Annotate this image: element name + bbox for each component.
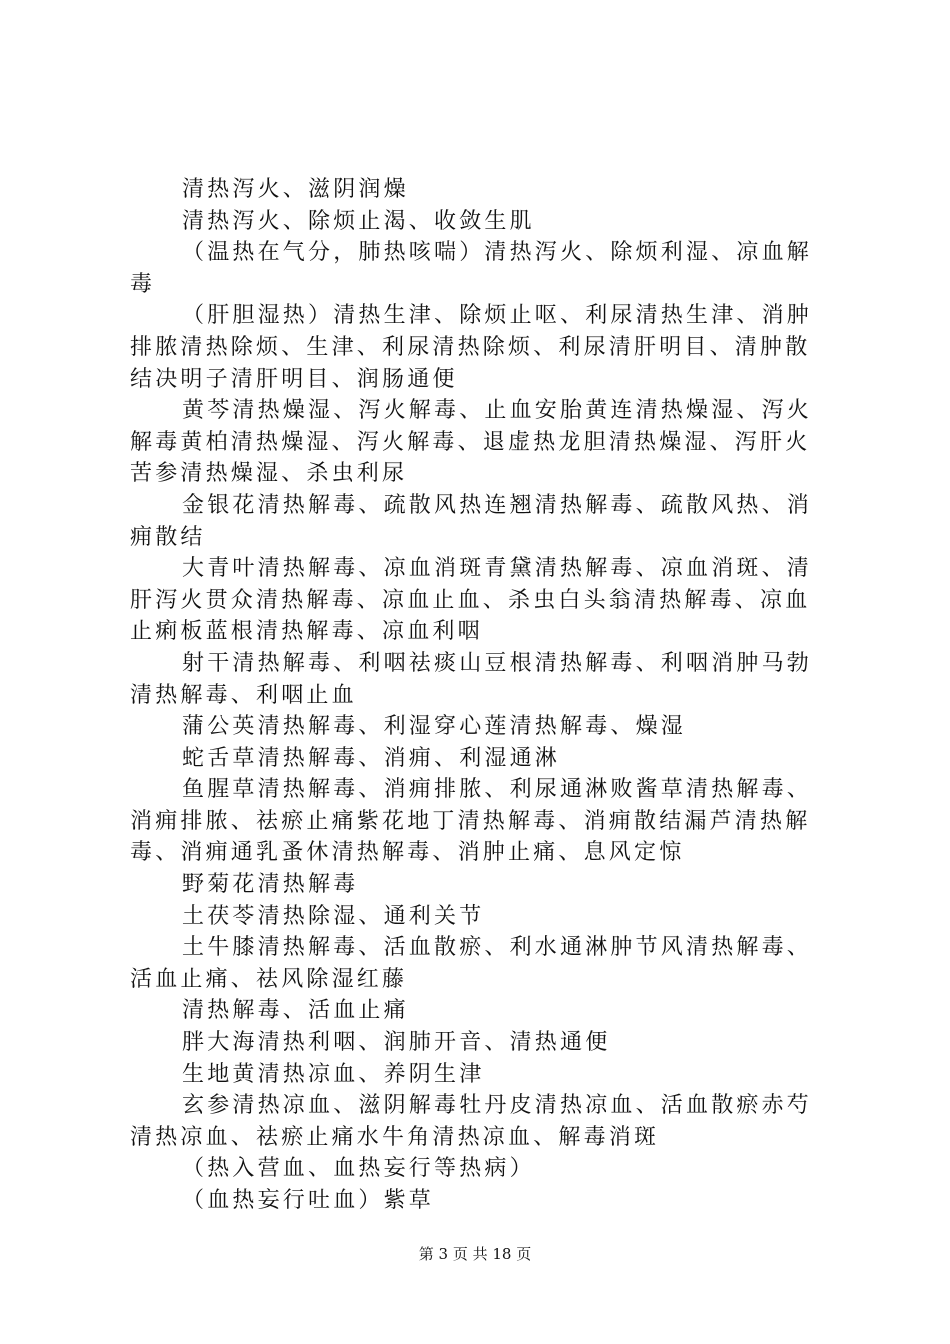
paragraph: 土牛膝清热解毒、活血散瘀、利水通淋肿节风清热解毒、活血止痛、祛风除湿红藤	[130, 935, 813, 992]
body-text	[130, 174, 830, 1217]
paragraph: 射干清热解毒、利咽祛痰山豆根清热解毒、利咽消肿马勃清热解毒、利咽止血	[130, 650, 813, 708]
paragraph: 鱼腥草清热解毒、消痈排脓、利尿通淋败酱草清热解毒、消痈排脓、祛瘀止痛紫花地丁清热解毒、消痈散结漏芦清热解毒、消痈通乳蚤休清热解毒、消肿止痛、息风定惊	[130, 777, 813, 866]
page-number-footer: 第 3 页 共 18 页	[418, 1245, 532, 1263]
paragraph: 清热泻火、滋阴润燥	[182, 177, 409, 202]
paragraph: 玄参清热凉血、滋阴解毒牡丹皮清热凉血、活血散瘀赤芍清热凉血、祛瘀止痛水牛角清热凉血、解毒消斑	[130, 1093, 813, 1150]
paragraph: 黄芩清热燥湿、泻火解毒、止血安胎黄连清热燥湿、泻火解毒黄柏清热燥湿、泻火解毒、退虚热龙胆清热燥湿、泻肝火苦参清热燥湿、杀虫利尿	[130, 398, 813, 487]
paragraph: 胖大海清热利咽、润肺开音、清热通便	[182, 1030, 611, 1056]
paragraph: 清热泻火、除烦止渴、收敛生肌	[182, 208, 535, 234]
paragraph: 土茯苓清热除湿、通利关节	[182, 903, 485, 929]
paragraph: 蒲公英清热解毒、利湿穿心莲清热解毒、燥湿	[182, 714, 687, 740]
paragraph: 清热解毒、活血止痛	[182, 998, 409, 1024]
paragraph: 大青叶清热解毒、凉血消斑青黛清热解毒、凉血消斑、清肝泻火贯众清热解毒、凉血止血、杀虫白头翁清热解毒、凉血止痢板蓝根清热解毒、凉血利咽	[130, 556, 813, 645]
paragraph: 蛇舌草清热解毒、消痈、利湿通淋	[182, 745, 561, 771]
paragraph: 生地黄清热凉血、养阴生津	[182, 1061, 485, 1087]
paragraph: 金银花清热解毒、疏散风热连翘清热解毒、疏散风热、消痈散结	[130, 492, 813, 550]
paragraph: （血热妄行吐血）紫草	[182, 1188, 435, 1213]
paragraph: （温热在气分，肺热咳喘）清热泻火、除烦利湿、凉血解毒	[130, 240, 813, 297]
paragraph: （热入营血、血热妄行等热病）	[182, 1156, 535, 1182]
paragraph: （肝胆湿热）清热生津、除烦止呕、利尿清热生津、消肿排脓清热除烦、生津、利尿清热除烦、利尿清肝明目、清肿散结决明子清肝明目、润肠通便	[130, 303, 813, 392]
paragraph: 野菊花清热解毒	[182, 872, 359, 898]
